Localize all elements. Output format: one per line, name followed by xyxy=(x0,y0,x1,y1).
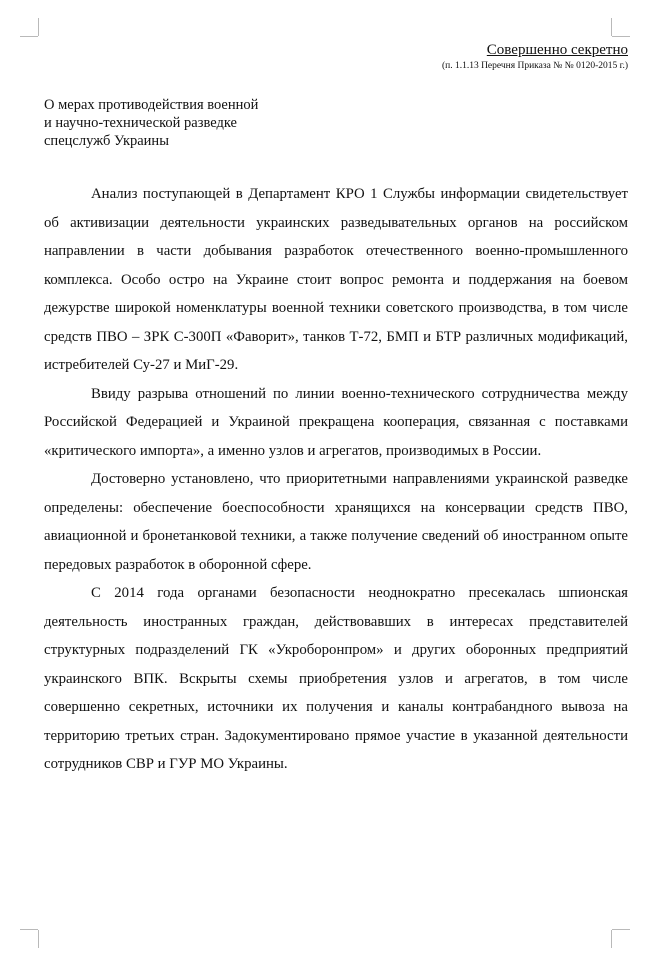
crop-mark-bottom-right-horizontal xyxy=(612,929,630,930)
crop-mark-top-right-horizontal xyxy=(612,36,630,37)
body-paragraph: С 2014 года органами безопасности неоднократно пресекалась шпионская деятельность иностранных граждан, действовавших в интересах представителей структурных подразделений ГК «Укроборонпром» и других оборонных предприятий украинского ВПК. Вскрыты схемы приобретения узлов и агрегатов, в том числе совершенно секретных, источники их получения и каналы контрабандного вывоза на территорию третьих стран. Задокументировано прямое участие в указанной деятельности сотрудников СВР и ГУР МО Украины. xyxy=(44,585,628,772)
subject-line: О мерах противодействия военной xyxy=(44,97,259,113)
classification-stamp: Совершенно секретно xyxy=(486,42,628,58)
body-paragraph: Анализ поступающей в Департамент КРО 1 Службы информации свидетельствует об активизации деятельности украинских разведывательных органов на российском направлении в части добывания разработок отечественного военно-промышленного комплекса. Особо остро на Украине стоит вопрос ремонта и поддержания на боевом дежурстве широкой номенклатуры военной техники советского производства, в том числе средств ПВО – ЗРК С-300П «Фаворит», танков Т-72, БМП и БТР различных модификаций, истребителей Су-27 и МиГ-29. xyxy=(44,186,628,373)
crop-mark-top-left-vertical xyxy=(38,18,39,36)
crop-mark-bottom-right-vertical xyxy=(611,930,612,948)
crop-mark-bottom-left-vertical xyxy=(38,930,39,948)
document-body xyxy=(44,180,628,779)
body-paragraph: Достоверно установлено, что приоритетными направлениями украинской разведке определены: обеспечение боеспособности хранящихся на консервации средств ПВО, авиационной и бронетанковой техники, а также получение сведений об иностранном опыте передовых разработок в оборонной сфере. xyxy=(44,471,628,573)
crop-mark-top-right-vertical xyxy=(611,18,612,36)
subject-line: и научно-технической разведке xyxy=(44,115,237,131)
crop-mark-bottom-left-horizontal xyxy=(20,929,38,930)
body-paragraph: Ввиду разрыва отношений по линии военно-технического сотрудничества между Российской Федерацией и Украиной прекращена кооперация, связанная с поставками «критического импорта», а именно узлов и агрегатов, производимых в России. xyxy=(44,385,628,459)
classification-block xyxy=(442,42,628,72)
subject-line: спецслужб Украины xyxy=(44,133,169,149)
crop-mark-top-left-horizontal xyxy=(20,36,38,37)
classification-reference: (п. 1.1.13 Перечня Приказа № № 0120-2015 г.) xyxy=(441,61,628,71)
document-subject xyxy=(44,96,258,150)
